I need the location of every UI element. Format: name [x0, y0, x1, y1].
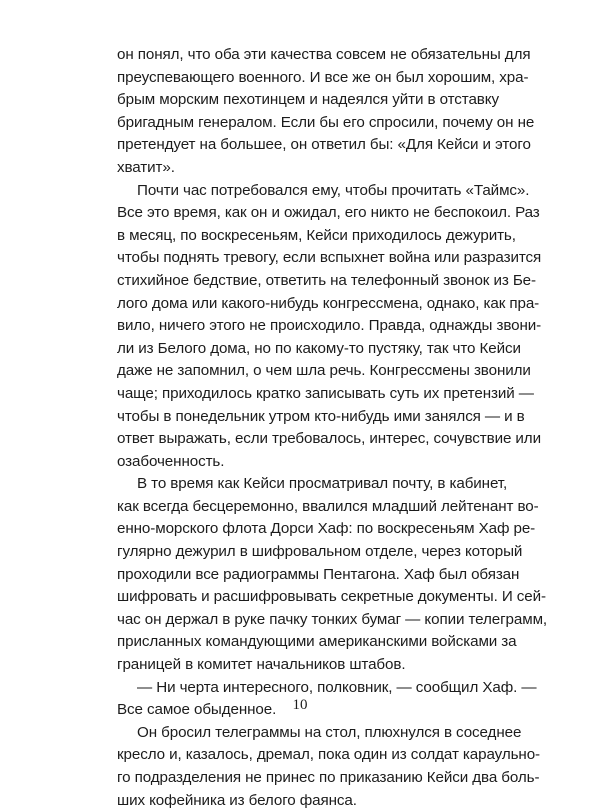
text-line: шифровать и расшифровывать секретные документы. И сей- [117, 588, 546, 606]
text-line: чтобы в понедельник утром кто-нибудь ими занялся — и в [117, 407, 525, 425]
text-line: чтобы поднять тревогу, если вспыхнет война или разразится [117, 249, 542, 267]
text-line: проходили все радиограммы Пентагона. Хаф был обязан [117, 565, 520, 583]
text-line: он понял, что оба эти качества совсем не обязательны для [117, 46, 531, 63]
text-line: ответ выражать, если требовалось, интерес, сочувствие или [117, 430, 541, 448]
text-line: гулярно дежурил в шифровальном отделе, через который [117, 543, 523, 561]
text-line: ших кофейника из белого фаянса. [117, 791, 357, 809]
text-line: чаще; приходилось кратко записывать суть их претензий — [117, 384, 534, 402]
text-line: как всегда бесцеремонно, ввалился младший лейтенант во- [117, 497, 539, 515]
text-line: хватит». [117, 158, 175, 176]
text-line: претендует на большее, он ответил бы: «Для Кейси и этого [117, 136, 531, 154]
paragraph-first-line: В то время как Кейси просматривал почту, в кабинет, [137, 475, 508, 493]
paragraph-first-line: Почти час потребовался ему, чтобы прочитать «Таймс». [137, 181, 530, 199]
text-line: ли из Белого дома, но по какому-то пустяку, так что Кейси [117, 339, 521, 357]
text-line: енно-морского флота Дорси Хаф: по воскресеньям Хаф ре- [117, 520, 536, 538]
text-line: даже не запомнил, о чем шла речь. Конгрессмены звонили [117, 362, 531, 380]
text-line: стихийное бедствие, ответить на телефонный звонок из Бе- [117, 271, 536, 289]
text-line: бригадным генералом. Если бы его спросили, почему он не [117, 113, 535, 131]
text-line: Все самое обыденное. [117, 701, 277, 719]
text-line: в месяц, по воскресеньям, Кейси приходилось дежурить, [117, 226, 516, 244]
text-line: брым морским пехотинцем и надеялся уйти в отставку [117, 91, 499, 109]
text-line: озабоченность. [117, 452, 225, 470]
text-line: кресло и, казалось, дремал, пока один из солдат караульно- [117, 746, 540, 764]
text-line: лого дома или какого-нибудь конгрессмена, однако, как пра- [117, 294, 540, 312]
text-line: границей в комитет начальников штабов. [117, 656, 406, 674]
text-line: преуспевающего военного. И все же он был хорошим, хра- [117, 68, 529, 86]
text-line: вило, ничего этого не происходило. Правда, однажды звони- [117, 317, 542, 335]
text-line: час он держал в руке пачку тонких бумаг — копии телеграмм, [117, 610, 548, 628]
page-number: 10 [292, 697, 308, 713]
paragraph-first-line: Он бросил телеграммы на стол, плюхнулся в соседнее [137, 723, 522, 741]
text-line: Все это время, как он и ожидал, его никто не беспокоил. Раз [117, 204, 540, 222]
paragraph-first-line: — Ни черта интересного, полковник, — сообщил Хаф. — [137, 678, 537, 696]
text-line: присланных командующими американскими войсками за [117, 633, 517, 651]
text-line: го подразделения не принес по приказанию Кейси два боль- [117, 769, 540, 786]
